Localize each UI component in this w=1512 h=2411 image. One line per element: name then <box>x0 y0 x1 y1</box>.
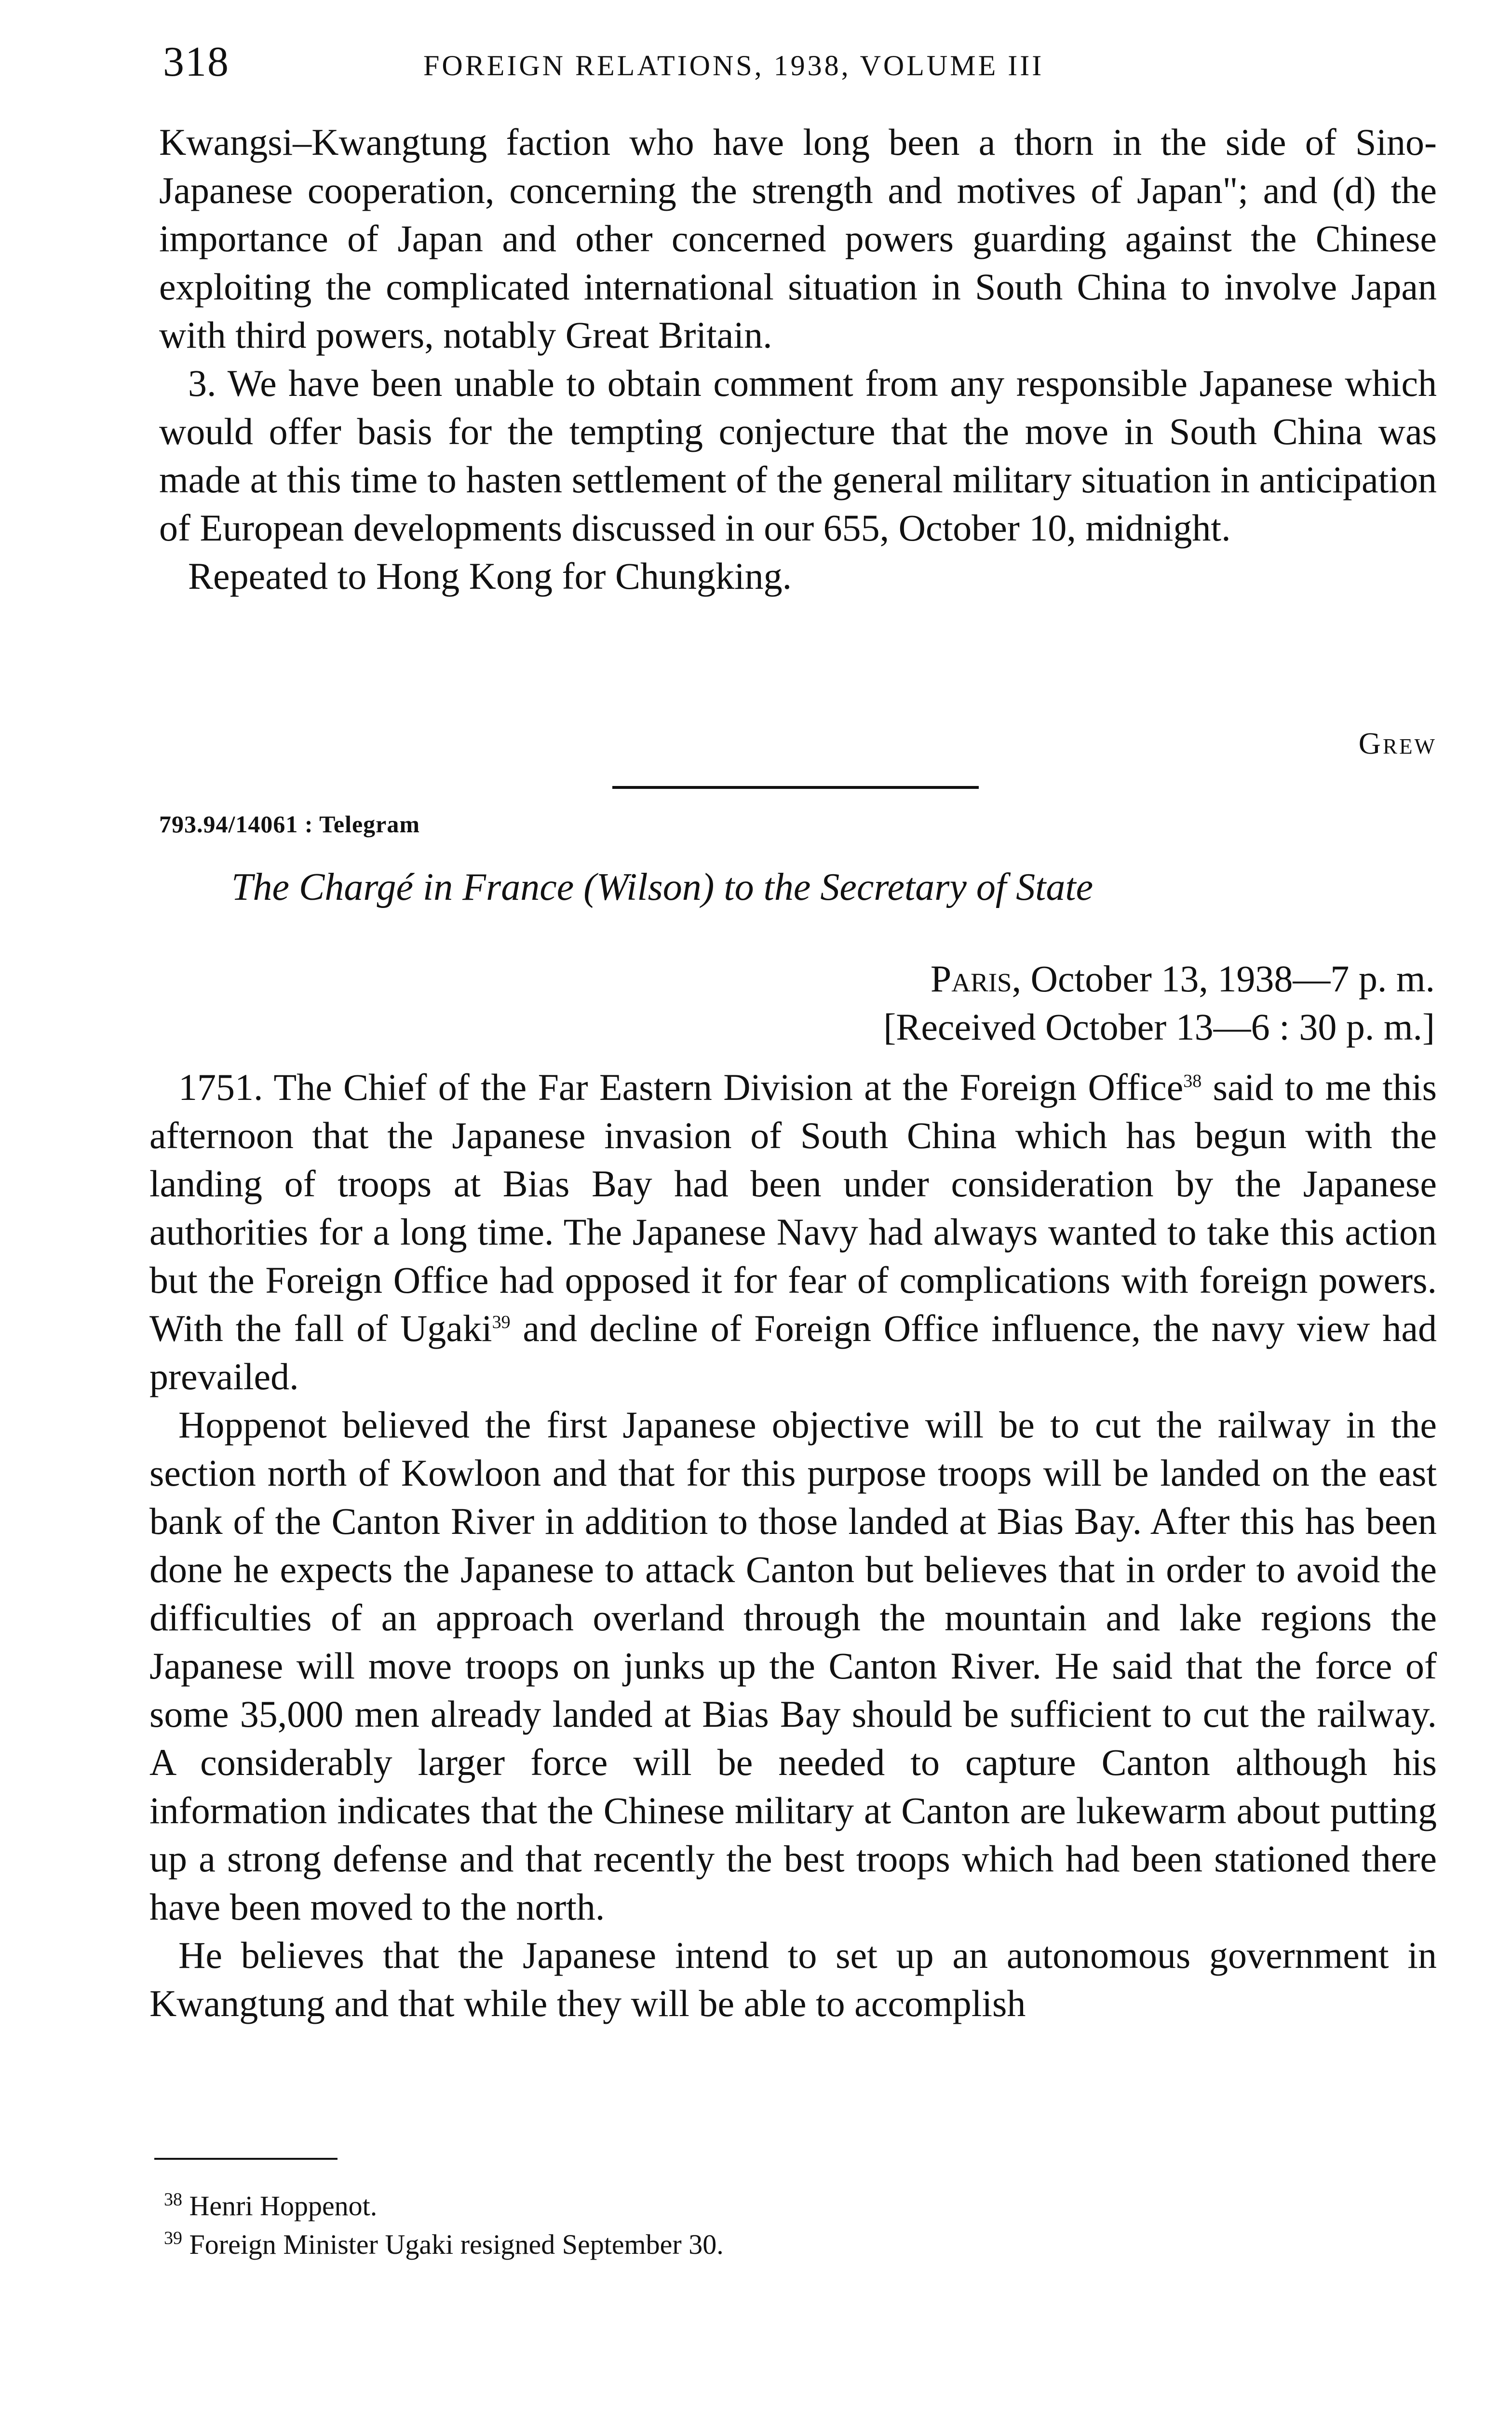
dateline-date: , October 13, 1938—7 p. m. <box>1012 958 1435 1000</box>
footnotes <box>164 2187 1418 2264</box>
paragraph-hoppenot: Hoppenot believed the first Japanese objective will be to cut the railway in the section north of Kowloon and that for this purpose troops will be landed on the east bank of the Canton River in addition to those landed at Bias Bay. After this has been done he expects the Japanese to attack Canton but believes that in order to avoid the difficulties of an approach overland through the mountain and lake regions the Japanese will move troops on junks up the Canton River. He said that the force of some 35,000 men already landed at Bias Bay should be sufficient to cut the railway. A considerably larger force will be needed to capture Canton although his information indicates that the Chinese military at Canton are lukewarm about putting up a strong defense and that recently the best troops which had been stationed there have been moved to the north. <box>149 1404 1437 1928</box>
dateline <box>931 957 1435 1001</box>
paragraph-1751-part-b: said to me this afternoon that the Japanese invasion of South China which has begun with the landing of troops at Bias Bay had been under consideration by the Japanese authorities for a long time. The Japanese Navy had always wanted to take this action but the Foreign Office had opposed it for fear of complications with foreign powers. With the fall of Ugaki <box>149 1066 1437 1349</box>
running-title: FOREIGN RELATIONS, 1938, VOLUME III <box>423 50 1044 81</box>
footnote-mark: 39 <box>164 2228 182 2248</box>
footnote-38 <box>164 2187 1418 2225</box>
paragraph-autonomous-government: He believes that the Japanese intend to set up an autonomous government in Kwangtung and that while they will be able to accomplish <box>149 1934 1437 2024</box>
paragraph-1751-part-c: and decline of Foreign Office influence, the navy view had prevailed. <box>149 1307 1437 1397</box>
paragraph-repeated: Repeated to Hong Kong for Chungking. <box>188 555 792 597</box>
document-file-number: 793.94/14061 : Telegram <box>159 811 420 838</box>
paragraph-1751-part-a: 1751. The Chief of the Far Eastern Division at the Foreign Office <box>178 1066 1184 1108</box>
footnote-mark: 38 <box>164 2189 182 2210</box>
document-title: The Chargé in France (Wilson) to the Secretary of State <box>231 866 1094 908</box>
footnote-39 <box>164 2225 1418 2264</box>
received-line: [Received October 13—6 : 30 p. m.] <box>883 1006 1435 1048</box>
signature-grew: Grew <box>1358 726 1437 760</box>
page-number: 318 <box>163 39 230 85</box>
footnote-ref-38: 38 <box>1183 1071 1202 1091</box>
footnote-text: Henri Hoppenot. <box>189 2190 378 2221</box>
section2-body <box>149 1063 1437 2028</box>
paragraph-point-3: 3. We have been unable to obtain comment from any responsible Japanese which would offer basis for the tempting conjecture that the move in South China was made at this time to hasten settlement of the general military situation in anticipation of European developments discussed in our 655, October 10, midnight. <box>159 362 1437 549</box>
footnote-text: Foreign Minister Ugaki resigned September 30. <box>189 2229 724 2260</box>
footnote-divider <box>154 2158 338 2160</box>
running-head <box>163 38 1436 91</box>
footnote-ref-39: 39 <box>492 1312 511 1332</box>
section1-body <box>159 118 1437 600</box>
paragraph-continued: Kwangsi–Kwangtung faction who have long been a thorn in the side of Sino-Japanese cooperation, concerning the strength and motives of Japan"; and (d) the importance of Japan and other concerned powers guarding against the Chinese exploiting the complicated international situation in South China to involve Japan with third powers, notably Great Britain. <box>159 121 1437 356</box>
paragraph-1751 <box>149 1063 1437 1401</box>
dateline-place: Paris <box>930 958 1012 1000</box>
section-divider <box>612 786 979 789</box>
